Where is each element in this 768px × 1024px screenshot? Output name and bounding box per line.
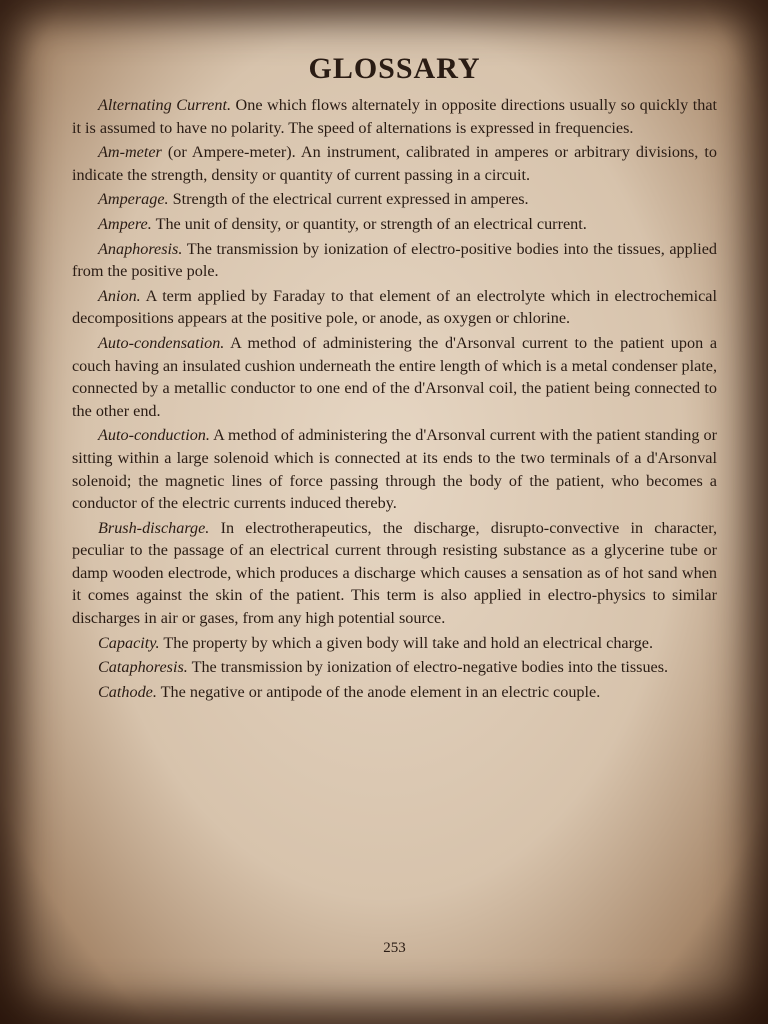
entry-definition: The negative or antipode of the anode element in an electric couple. — [160, 682, 601, 701]
entry-definition: A method of administering the d'Arsonval current with the patient standing or sitting within a large solenoid which is connected at its ends to the two terminals of a d'Arsonval solenoid; the magnetic lines of force passing through the body of the patient, who becomes a conductor of the electric currents induced thereby. — [72, 426, 718, 513]
glossary-entry — [72, 681, 717, 704]
entry-term: Capacity. — [98, 633, 160, 652]
glossary-entry — [72, 332, 717, 422]
glossary-entry — [72, 188, 717, 211]
glossary-entry — [72, 632, 717, 655]
entry-term: Amperage. — [98, 190, 169, 209]
page-title: GLOSSARY — [308, 52, 481, 85]
entry-term: Cataphoresis. — [98, 658, 188, 677]
glossary-entry — [72, 141, 717, 186]
entry-term: Auto-conduction. — [98, 426, 210, 445]
glossary-entry — [72, 656, 717, 679]
glossary-entry — [72, 285, 717, 330]
entry-term: Brush-discharge. — [98, 518, 210, 537]
entry-definition: The property by which a given body will take and hold an electrical charge. — [163, 633, 654, 652]
entry-term: Am-meter — [98, 143, 162, 162]
entry-term: Cathode. — [98, 682, 157, 701]
glossary-entry — [72, 238, 717, 283]
entry-term: Ampere. — [98, 214, 152, 233]
entry-term: Anaphoresis. — [98, 239, 183, 258]
entry-definition: The transmission by ionization of electro-positive bodies into the tissues, applied from the positive pole. — [72, 239, 717, 281]
glossary-entry — [72, 213, 717, 236]
entry-definition: A term applied by Faraday to that element of an electrolyte which in electrochemical decompositions appears at the positive pole, or anode, as oxygen or chlorine. — [72, 286, 717, 328]
page-content — [72, 52, 718, 956]
entry-definition: (or Ampere-meter). An instrument, calibrated in amperes or arbitrary divisions, to indicate the strength, density or quantity of current passing in a circuit. — [72, 143, 717, 184]
entry-term: Alternating Current. — [98, 96, 231, 114]
entry-definition: One which flows alternately in opposite directions usually so quickly that it is assumed to have no polarity. The speed of alternations is expressed in frequencies. — [72, 96, 718, 137]
entry-definition: In electrotherapeutics, the discharge, disrupto-convective in character, peculiar to the passage of an electrical current through resisting substance as a glycerine tube or damp wooden electrode, which produces a discharge which causes a sensation as of hot sand when it comes against the skin of the patient. This term is also applied in electro-physics to similar discharges in air or gases, from any high potential source. — [72, 518, 718, 628]
entry-definition: A method of administering the d'Arsonval current to the patient upon a couch having an insulated cushion underneath the entire length of which is a metal condenser plate, connected by a metallic conductor to one end of the d'Arsonval coil, the patient being connected to the other end. — [72, 333, 718, 420]
glossary-entry — [72, 517, 717, 630]
glossary-entry — [72, 424, 717, 514]
entry-definition: The unit of density, or quantity, or strength of an electrical current. — [155, 214, 587, 233]
glossary-entry — [72, 94, 717, 139]
entry-definition: The transmission by ionization of electro-negative bodies into the tissues. — [191, 658, 669, 677]
entry-term: Auto-condensation. — [98, 333, 225, 352]
page-number: 253 — [383, 940, 406, 956]
entry-definition: Strength of the electrical current expressed in amperes. — [172, 190, 529, 209]
entry-term: Anion. — [98, 286, 141, 305]
